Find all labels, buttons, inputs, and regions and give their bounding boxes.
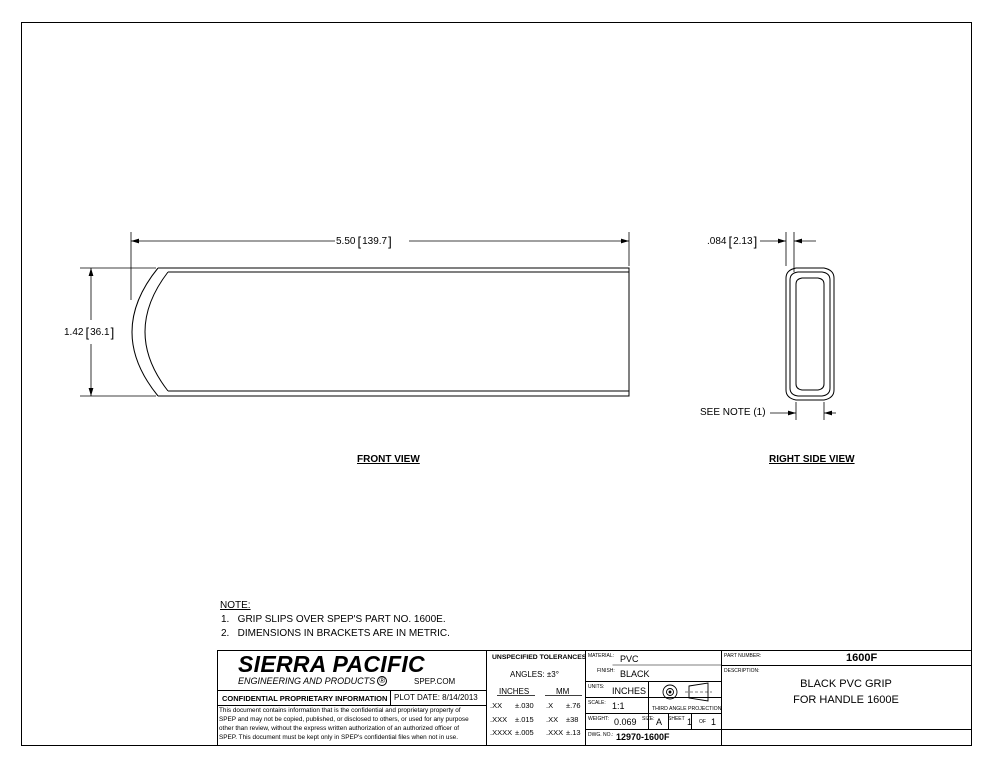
tolerances-heading: UNSPECIFIED TOLERANCES	[492, 654, 587, 661]
material-value: PVC	[620, 654, 639, 664]
tolerance-row-2	[490, 715, 584, 725]
company-subtitle-text: ENGINEERING AND PRODUCTS	[238, 676, 376, 686]
tolerance-inch-value: ±.015	[515, 715, 534, 724]
scale-value: 1:1	[612, 701, 625, 711]
length-dimension-label	[336, 234, 392, 249]
height-dimension-value: 1.42	[64, 327, 84, 338]
projection-label: THIRD ANGLE PROJECTION	[652, 706, 722, 712]
tolerance-inch-format: .XX	[490, 701, 503, 710]
company-website: SPEP.COM	[414, 677, 456, 686]
company-logo-text: SIERRA PACIFIC	[238, 651, 425, 677]
side-view-outline	[786, 268, 834, 400]
sheet-value: 1	[687, 717, 693, 727]
front-view-extension-lines	[80, 232, 629, 396]
length-dimension-metric: 139.7	[362, 236, 388, 247]
sheet-total-value: 1	[711, 717, 717, 727]
tolerances-inches-header: INCHES	[499, 687, 530, 696]
tolerances-mm-header: MM	[556, 687, 570, 696]
note-item-2: 2. DIMENSIONS IN BRACKETS ARE IN METRIC.	[221, 628, 450, 639]
tolerance-row-3	[490, 728, 584, 738]
tolerance-row-1	[490, 701, 584, 711]
sheet-of-label: OF	[699, 719, 706, 725]
length-dimension-value: 5.50	[336, 236, 356, 247]
material-label: MATERIAL:	[588, 653, 615, 659]
sheet-label: SHEET	[668, 716, 685, 722]
thickness-dimension-label	[707, 234, 757, 249]
confidential-text-line-4: SPEP. This document must be kept only in SPEP's confidential files when not in use.	[219, 734, 458, 741]
description-line-1: BLACK PVC GRIP	[800, 678, 892, 690]
tolerance-mm-format: .XX	[546, 715, 559, 724]
weight-value: 0.069	[614, 717, 637, 727]
tolerance-inch-format: .XXX	[490, 715, 508, 724]
part-number-value: 1600F	[846, 652, 878, 664]
finish-value: BLACK	[620, 669, 650, 679]
registered-mark: ®	[377, 676, 387, 686]
part-number-label: PART NUMBER:	[724, 653, 762, 659]
front-view-label: FRONT VIEW	[357, 454, 420, 465]
note-item-1: 1. GRIP SLIPS OVER SPEP'S PART NO. 1600E.	[221, 614, 446, 625]
company-subtitle	[238, 676, 387, 686]
weight-label: WEIGHT:	[588, 716, 609, 722]
tolerance-mm-value: ±.13	[566, 728, 581, 737]
height-dimension-label	[64, 325, 114, 340]
confidential-text-line-3: other than review, without the express written authorization of an authorized officer of	[219, 725, 460, 732]
confidential-text-line-1: This document contains information that is the confidential and proprietary property of	[219, 707, 461, 714]
bracket-close: ]	[388, 234, 392, 249]
tolerance-mm-value: ±.76	[566, 701, 581, 710]
confidential-text-line-2: SPEP and may not be copied, published, or disclosed to others, or used for any purpose	[219, 716, 469, 723]
tolerance-mm-format: .XXX	[546, 728, 564, 737]
thickness-dimension-metric: 2.13	[733, 236, 753, 247]
size-value: A	[656, 717, 663, 727]
bracket-open: [	[85, 325, 90, 340]
confidential-heading: CONFIDENTIAL PROPRIETARY INFORMATION	[222, 694, 388, 703]
tolerance-inch-format: .XXXX	[490, 728, 513, 737]
tolerances-angles: ANGLES: ±3°	[510, 670, 559, 679]
front-view-outline	[132, 268, 629, 396]
see-note-callout: SEE NOTE (1)	[700, 407, 766, 418]
scale-label: SCALE:	[588, 700, 606, 706]
finish-label: FINISH:	[597, 668, 615, 674]
tolerance-mm-format: .X	[546, 701, 554, 710]
bracket-open: [	[357, 234, 362, 249]
description-label: DESCRIPTION:	[724, 668, 760, 674]
height-dimension-metric: 36.1	[90, 327, 110, 338]
size-label: SIZE:	[642, 716, 655, 722]
drawing-number-value: 12970-1600F	[616, 732, 670, 742]
bracket-open: [	[728, 234, 733, 249]
units-value: INCHES	[612, 686, 647, 696]
tolerance-inch-value: ±.005	[515, 728, 534, 737]
units-label: UNITS:	[588, 684, 605, 690]
tolerance-mm-value: ±38	[566, 715, 579, 724]
right-side-view-label: RIGHT SIDE VIEW	[769, 454, 855, 465]
drawing-number-label: DWG. NO.:	[588, 732, 614, 738]
bracket-close: ]	[110, 325, 115, 340]
plot-date: PLOT DATE: 8/14/2013	[394, 693, 478, 702]
thickness-dimension-value: .084	[707, 236, 727, 247]
sheet-border	[22, 23, 972, 746]
description-line-2: FOR HANDLE 1600E	[793, 694, 899, 706]
notes-heading: NOTE:	[220, 600, 251, 611]
tolerance-inch-value: ±.030	[515, 701, 534, 710]
third-angle-projection-icon	[663, 683, 712, 701]
bracket-close: ]	[753, 234, 758, 249]
side-view-extension-lines	[786, 232, 824, 420]
